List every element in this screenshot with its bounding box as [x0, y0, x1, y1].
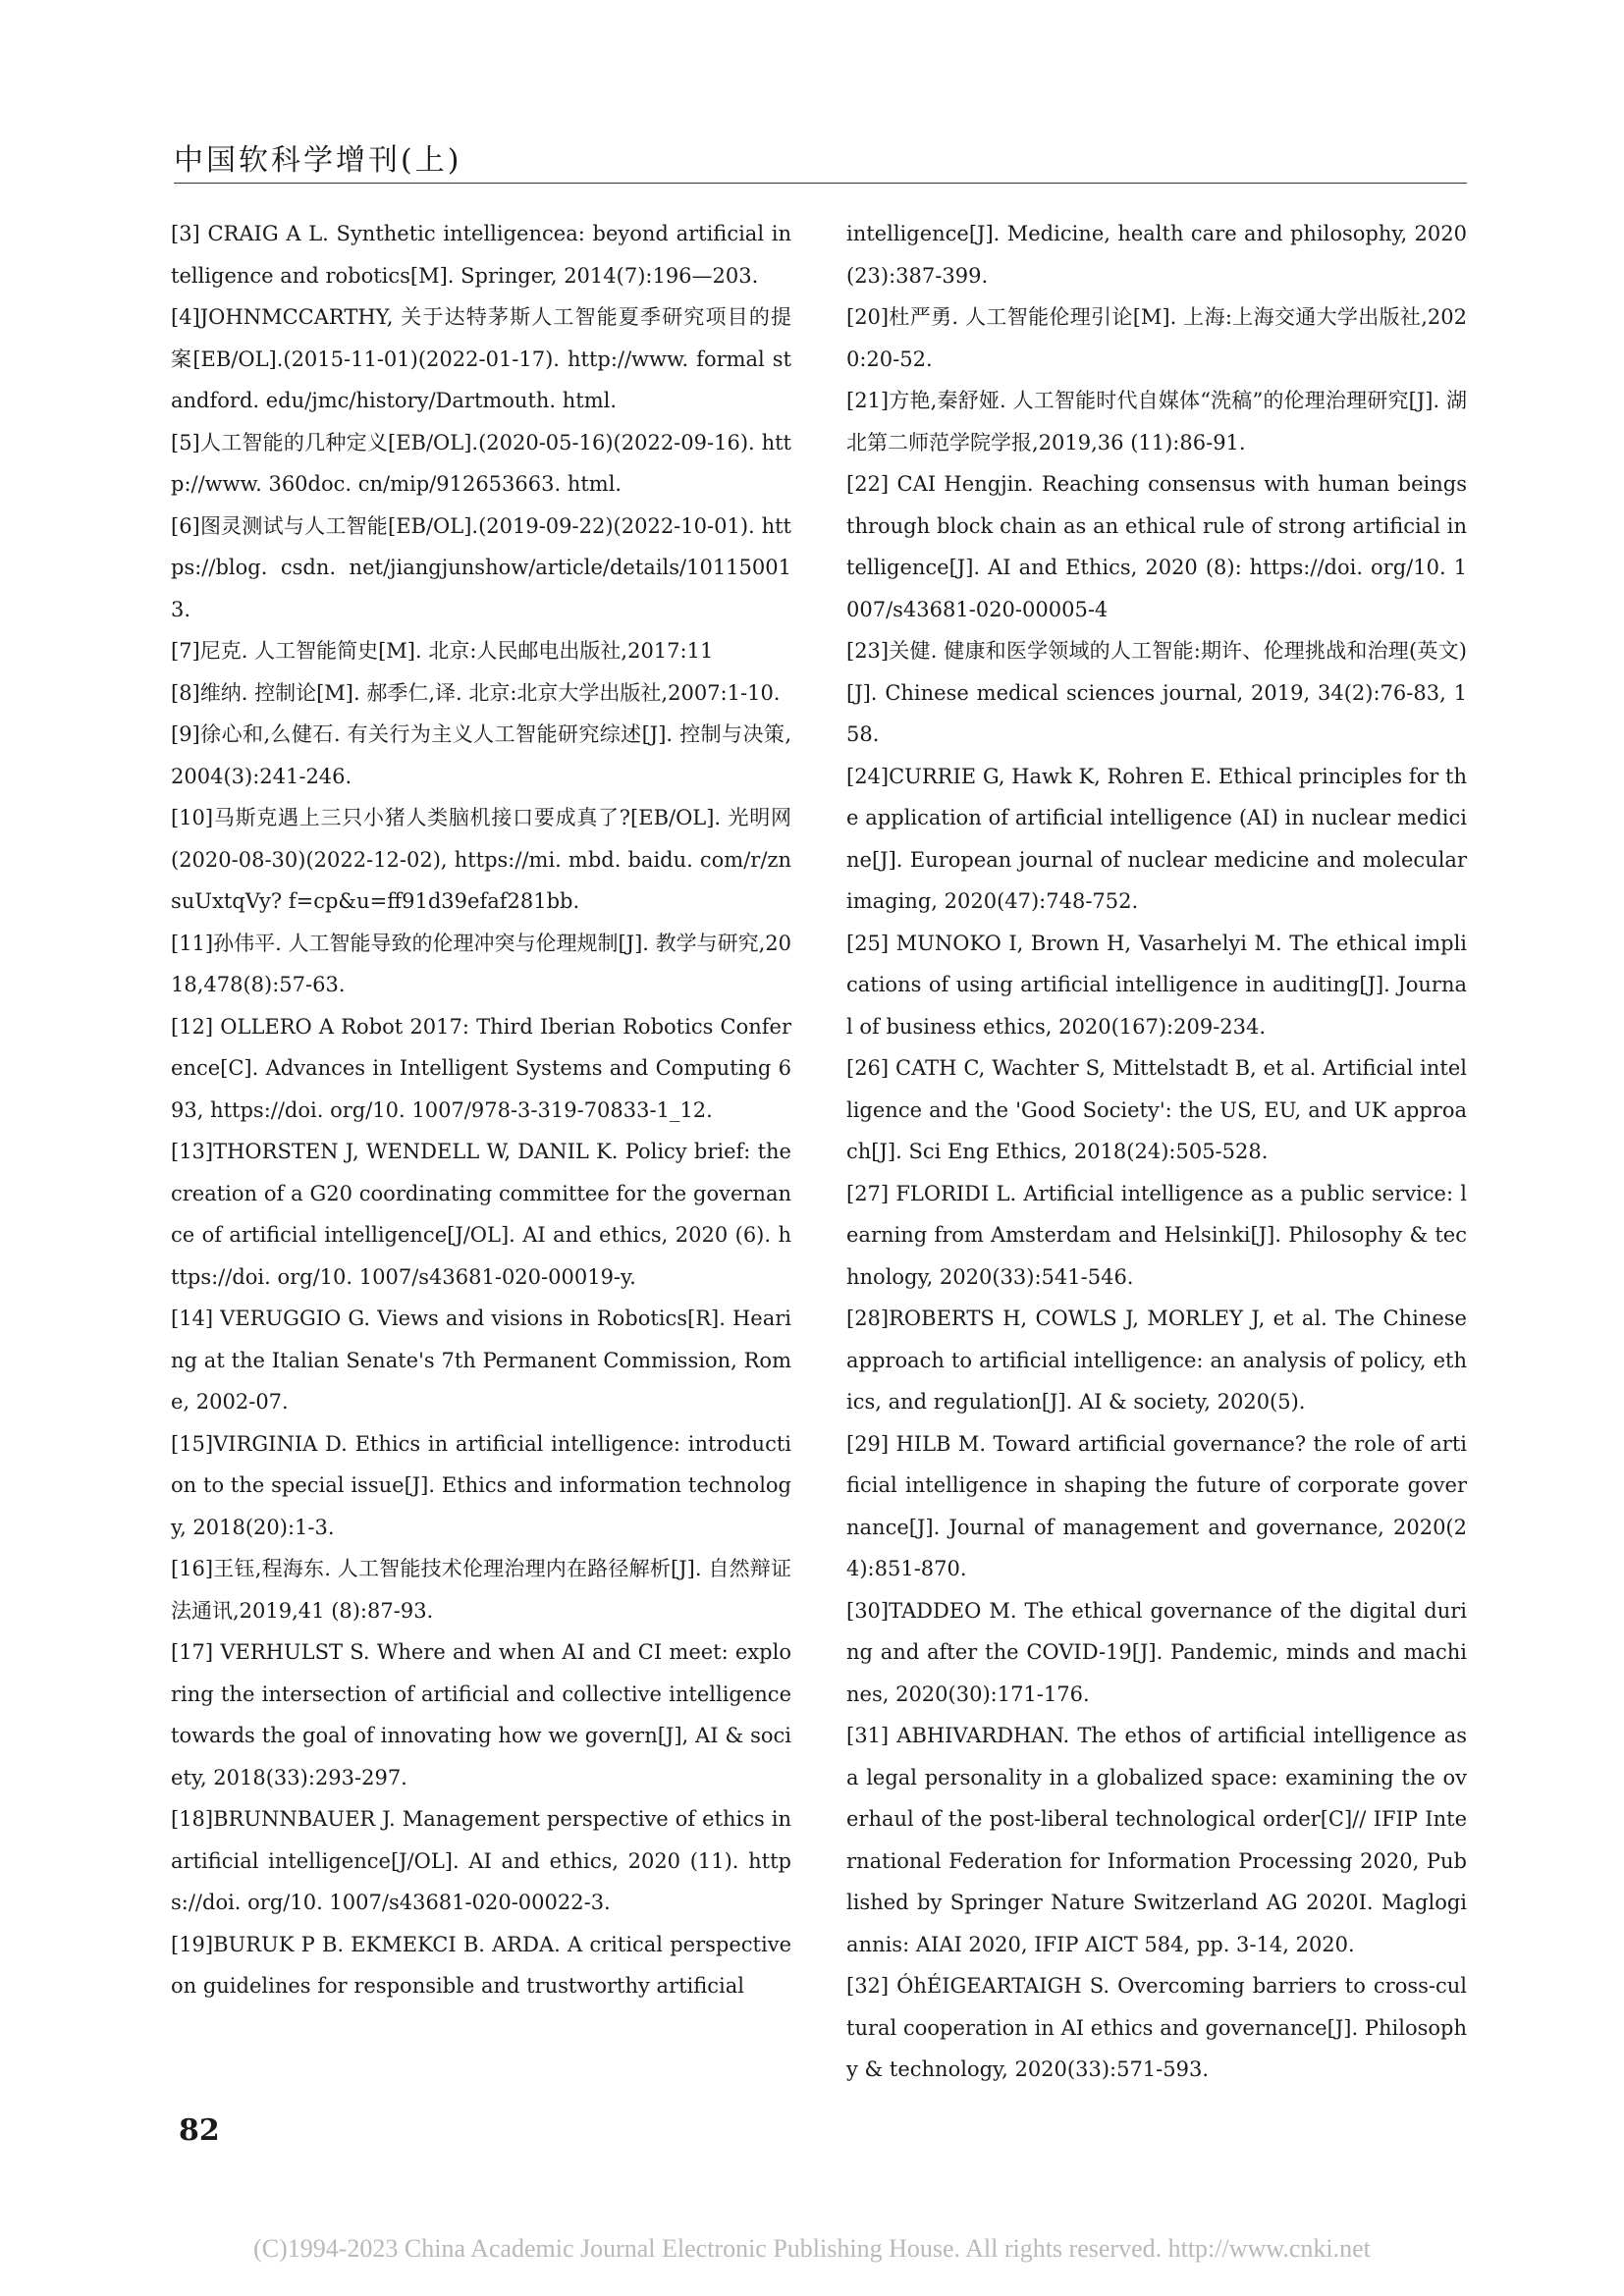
reference-entry: [19]BURUK P B. EKMEKCI B. ARDA. A critical perspective on guidelines for responsible and trustworthy artificial	[171, 1932, 791, 1998]
reference-entry: [28]ROBERTS H, COWLS J, MORLEY J, et al. The Chinese approach to artificial intelligence: an analysis of policy, ethics, and regulation[J]. AI & society, 2020(5).	[846, 1307, 1467, 1414]
reference-entry: [12] OLLERO A Robot 2017: Third Iberian Robotics Conference[C]. Advances in Intelligent Systems and Computing 693, https://doi. org/10. 1007/978-3-319-70833-1_12.	[171, 1014, 791, 1122]
reference-entry: [18]BRUNNBAUER J. Management perspective of ethics in artificial intelligence[J/OL]. AI and ethics, 2020 (11). https://doi. org/10. 1007/s43681-020-00022-3.	[171, 1807, 791, 1914]
reference-entry: [4]JOHNMCCARTHY, 关于达特茅斯人工智能夏季研究项目的提案[EB/OL].(2015-11-01)(2022-01-17). http://www. formal standford. edu/jmc/history/Dartmouth. html.	[171, 305, 791, 412]
page-number: 82	[179, 2113, 220, 2148]
reference-entry: [24]CURRIE G, Hawk K, Rohren E. Ethical principles for the application of artificial intelligence (AI) in nuclear medicine[J]. European journal of nuclear medicine and molecular imaging, 2020(47):748-752.	[846, 764, 1467, 913]
reference-entry: [15]VIRGINIA D. Ethics in artificial intelligence: introduction to the special issue[J]. Ethics and information technology, 2018(20):1-3.	[171, 1431, 791, 1539]
reference-entry: [3] CRAIG A L. Synthetic intelligencea: beyond artificial intelligence and robotics[M]. Springer, 2014(7):196—203.	[171, 222, 791, 288]
reference-entry: [29] HILB M. Toward artificial governance? the role of artificial intelligence in shaping the future of corporate governance[J]. Journal of management and governance, 2020(24):851-870.	[846, 1431, 1467, 1580]
reference-entry: [25] MUNOKO I, Brown H, Vasarhelyi M. The ethical implications of using artificial intelligence in auditing[J]. Journal of business ethics, 2020(167):209-234.	[846, 931, 1467, 1039]
reference-entry: [26] CATH C, Wachter S, Mittelstadt B, et al. Artificial intelligence and the 'Good Society': the US, EU, and UK approach[J]. Sci Eng Ethics, 2018(24):505-528.	[846, 1056, 1467, 1163]
reference-entry: [27] FLORIDI L. Artificial intelligence as a public service: learning from Amsterdam and Helsinki[J]. Philosophy & technology, 2020(33):541-546.	[846, 1181, 1467, 1289]
reference-entry: intelligence[J]. Medicine, health care and philosophy, 2020(23):387-399.	[846, 222, 1467, 288]
header-divider	[174, 183, 1467, 184]
reference-entry: [7]尼克. 人工智能简史[M]. 北京:人民邮电出版社,2017:11	[171, 639, 714, 663]
reference-entry: [22] CAI Hengjin. Reaching consensus with human beings through block chain as an ethical rule of strong artificial intelligence[J]. AI and Ethics, 2020 (8): https://doi. org/10. 1007/s43681-020-00005-4	[846, 472, 1467, 621]
reference-entry: [32] ÓhÉIGEARTAIGH S. Overcoming barriers to cross-cultural cooperation in AI ethics and governance[J]. Philosophy & technology, 2020(33):571-593.	[846, 1974, 1467, 2081]
reference-entry: [10]马斯克遇上三只小猪人类脑机接口要成真了?[EB/OL]. 光明网(2020-08-30)(2022-12-02), https://mi. mbd. baidu. com/r/znsuUxtqVy? f=cp&u=ff91d39efaf281bb.	[171, 806, 791, 913]
reference-entry: [14] VERUGGIO G. Views and visions in Robotics[R]. Hearing at the Italian Senate's 7th Permanent Commission, Rome, 2002-07.	[171, 1307, 791, 1414]
journal-header-title: 中国软科学增刊(上)	[174, 143, 462, 178]
reference-entry: [5]人工智能的几种定义[EB/OL].(2020-05-16)(2022-09-16). http://www. 360doc. cn/mip/912653663. html.	[171, 430, 791, 496]
reference-entry: [17] VERHULST S. Where and when AI and CI meet: exploring the intersection of artificial and collective intelligence towards the goal of innovating how we govern[J], AI & society, 2018(33):293-297.	[171, 1640, 791, 1789]
reference-entry: [16]王钰,程海东. 人工智能技术伦理治理内在路径解析[J]. 自然辩证法通讯,2019,41 (8):87-93.	[171, 1557, 791, 1623]
copyright-footer: (C)1994-2023 China Academic Journal Electronic Publishing House. All rights reserved. http://www.cnki.net	[253, 2234, 1371, 2263]
reference-entry: [21]方艳,秦舒娅. 人工智能时代自媒体“洗稿”的伦理治理研究[J]. 湖北第二师范学院学报,2019,36 (11):86-91.	[846, 389, 1467, 454]
reference-column-right	[846, 213, 1467, 2091]
reference-entry: [20]杜严勇. 人工智能伦理引论[M]. 上海:上海交通大学出版社,2020:20-52.	[846, 305, 1467, 371]
reference-entry: [30]TADDEO M. The ethical governance of the digital during and after the COVID-19[J]. Pandemic, minds and machines, 2020(30):171-176.	[846, 1598, 1467, 1706]
reference-entry: [8]维纳. 控制论[M]. 郝季仁,译. 北京:北京大学出版社,2007:1-10.	[171, 680, 781, 705]
reference-entry: [11]孙伟平. 人工智能导致的伦理冲突与伦理规制[J]. 教学与研究,2018,478(8):57-63.	[171, 931, 792, 996]
reference-entry: [13]THORSTEN J, WENDELL W, DANIL K. Policy brief: the creation of a G20 coordinating committee for the governance of artificial intelligence[J/OL]. AI and ethics, 2020 (6). https://doi. org/10. 1007/s43681-020-00019-y.	[171, 1140, 791, 1289]
reference-entry: [6]图灵测试与人工智能[EB/OL].(2019-09-22)(2022-10-01). https://blog. csdn. net/jiangjunshow/article/details/101150013.	[171, 513, 791, 621]
reference-column-left	[171, 213, 791, 2007]
reference-entry: [31] ABHIVARDHAN. The ethos of artificial intelligence as a legal personality in a globalized space: examining the overhaul of the post-liberal technological order[C]// IFIP International Federation for Information Processing 2020, Published by Springer Nature Switzerland AG 2020I. Maglogiannis: AIAI 2020, IFIP AICT 584, pp. 3-14, 2020.	[846, 1724, 1467, 1956]
reference-entry: [9]徐心和,么健石. 有关行为主义人工智能研究综述[J]. 控制与决策,2004(3):241-246.	[171, 722, 791, 788]
reference-entry: [23]关健. 健康和医学领域的人工智能:期许、伦理挑战和治理(英文)[J]. Chinese medical sciences journal, 2019, 34(2):76-83, 158.	[846, 639, 1467, 746]
